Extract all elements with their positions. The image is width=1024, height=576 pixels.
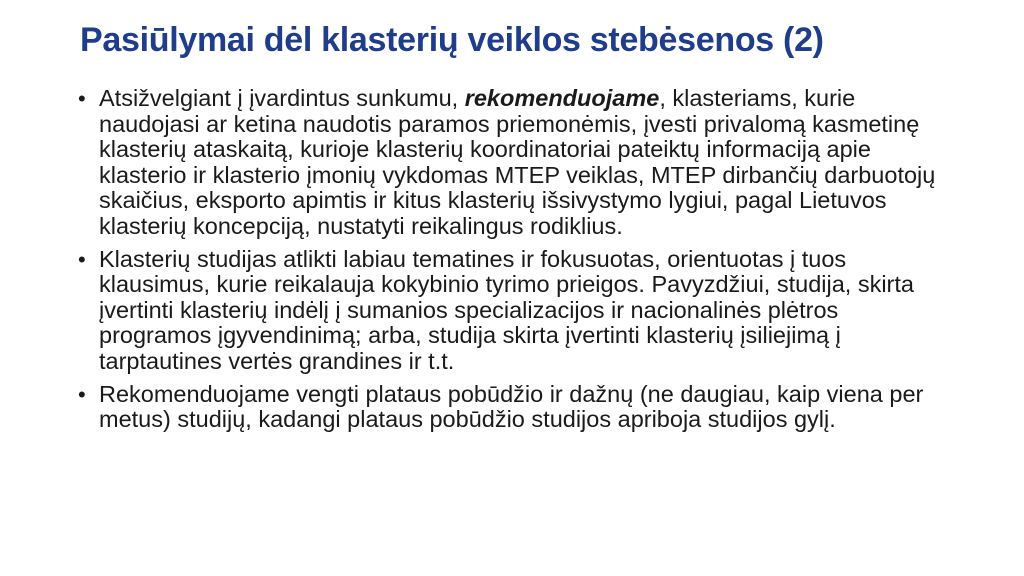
bullet-text-before: Atsižvelgiant į įvardintus sunkumu, bbox=[99, 85, 465, 111]
bullet-emphasis: rekomenduojame bbox=[464, 85, 660, 111]
bullet-text-after: , klasteriams, kurie naudojasi ar ketina naudotis paramos priemonėmis, įvesti privalomą kasmetinę klasterių ataskaitą, kurioje klasterių koordinatoriai pateiktų informaciją apie klasterio ir klasterio įmonių vykdomas MTEP veiklas, MTEP dirbančių darbuotojų skaičius, eksporto apimtis ir kitus klasterių išsivystymo lygiui, pagal Lietuvos klasterių koncepciją, nustatyti reikalingus rodiklius. bbox=[99, 85, 936, 239]
bullet-list bbox=[76, 86, 956, 440]
bullet-text: Rekomenduojame vengti plataus pobūdžio ir dažnų (ne daugiau, kaip viena per metus) studijų, kadangi plataus pobūdžio studijos apriboja studijos gylį. bbox=[99, 380, 924, 433]
slide-title: Pasiūlymai dėl klasterių veiklos stebėsenos (2) bbox=[80, 21, 824, 59]
bullet-item-1 bbox=[76, 86, 956, 240]
bullet-dot: • bbox=[78, 246, 86, 272]
bullet-text: Klasterių studijas atlikti labiau tematines ir fokusuotas, orientuotas į tuos klausimus, kurie reikalauja kokybinio tyrimo prieigos. Pavyzdžiui, studija, skirta įvertinti klasterių indėlį į sumanios specializacijos ir nacionalinės plėtros programos įgyvendinimą; arba, studija skirta įvertinti klasterių įsiliejimą į tarptautines vertės grandines ir t.t. bbox=[99, 245, 914, 374]
bullet-dot: • bbox=[78, 86, 86, 111]
bullet-item-3 bbox=[76, 382, 956, 433]
bullet-item-2 bbox=[76, 247, 956, 375]
bullet-dot: • bbox=[78, 381, 86, 407]
